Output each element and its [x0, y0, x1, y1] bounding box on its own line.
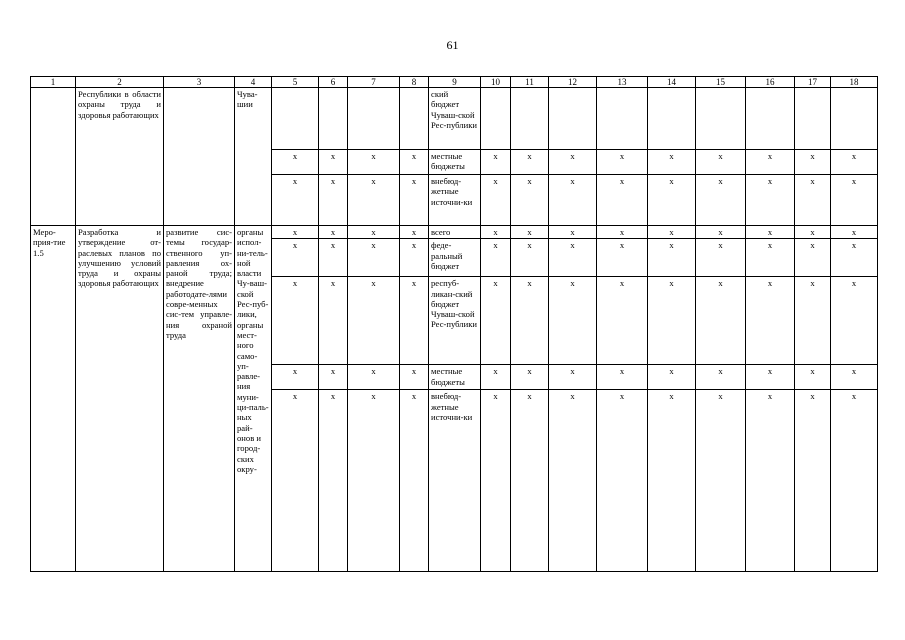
mark-cell: x — [319, 175, 348, 226]
mark-cell: x — [272, 150, 319, 175]
empty-cell — [795, 88, 831, 150]
empty-cell — [319, 88, 348, 150]
mark-cell: x — [746, 277, 795, 365]
mark-cell: x — [597, 226, 648, 239]
source-cell: местные бюджеты — [429, 150, 481, 175]
mark-cell: x — [319, 390, 348, 572]
header-cell: 18 — [831, 77, 878, 88]
mark-cell: x — [481, 277, 511, 365]
mark-cell: x — [831, 239, 878, 277]
empty-cell — [648, 88, 696, 150]
empty-cell — [696, 88, 746, 150]
mark-cell: x — [746, 239, 795, 277]
mark-cell: x — [319, 226, 348, 239]
mark-cell: x — [319, 239, 348, 277]
mark-cell: x — [481, 239, 511, 277]
mark-cell: x — [795, 239, 831, 277]
mark-cell: x — [511, 277, 549, 365]
mark-cell: x — [831, 150, 878, 175]
mark-cell: x — [746, 226, 795, 239]
mark-cell: x — [272, 277, 319, 365]
empty-cell — [481, 88, 511, 150]
mark-cell: x — [272, 226, 319, 239]
empty-cell — [597, 88, 648, 150]
mark-cell: x — [549, 365, 597, 390]
mark-cell: x — [696, 277, 746, 365]
plan-table — [30, 76, 878, 572]
mark-cell: x — [272, 365, 319, 390]
header-cell: 10 — [481, 77, 511, 88]
mark-cell: x — [481, 150, 511, 175]
empty-cell — [348, 88, 400, 150]
mark-cell: x — [348, 226, 400, 239]
mark-cell: x — [597, 175, 648, 226]
measure-cell — [31, 88, 76, 226]
mark-cell: x — [648, 175, 696, 226]
header-cell: 12 — [549, 77, 597, 88]
mark-cell: x — [696, 365, 746, 390]
mark-cell: x — [348, 150, 400, 175]
mark-cell: x — [272, 390, 319, 572]
header-cell: 11 — [511, 77, 549, 88]
header-cell: 5 — [272, 77, 319, 88]
header-cell: 7 — [348, 77, 400, 88]
mark-cell: x — [831, 175, 878, 226]
mark-cell: x — [597, 150, 648, 175]
mark-cell: x — [549, 239, 597, 277]
mark-cell: x — [597, 239, 648, 277]
mark-cell: x — [746, 175, 795, 226]
header-cell: 2 — [76, 77, 164, 88]
mark-cell: x — [696, 226, 746, 239]
mark-cell: x — [831, 277, 878, 365]
mark-cell: x — [272, 175, 319, 226]
header-cell: 15 — [696, 77, 746, 88]
empty-cell — [511, 88, 549, 150]
page-number: 61 — [446, 38, 459, 52]
mark-cell: x — [795, 175, 831, 226]
mark-cell: x — [511, 365, 549, 390]
mark-cell: x — [348, 365, 400, 390]
mark-cell: x — [319, 150, 348, 175]
table-row — [31, 88, 878, 150]
mark-cell: x — [795, 226, 831, 239]
mark-cell: x — [400, 226, 429, 239]
mark-cell: x — [549, 277, 597, 365]
measure-result: развитие сис-темы государ-ственного уп-равления ох-раной труда; внедрение работодате-лями совре-менных сис-тем управле-ния охраной труда — [164, 226, 235, 572]
mark-cell: x — [511, 390, 549, 572]
header-row — [31, 77, 878, 88]
mark-cell: x — [511, 175, 549, 226]
mark-cell: x — [696, 390, 746, 572]
mark-cell: x — [400, 239, 429, 277]
mark-cell: x — [831, 226, 878, 239]
header-cell: 1 — [31, 77, 76, 88]
mark-cell: x — [648, 226, 696, 239]
mark-cell: x — [348, 390, 400, 572]
mark-cell: x — [511, 239, 549, 277]
mark-cell: x — [549, 390, 597, 572]
measure-block — [31, 226, 878, 572]
empty-cell — [400, 88, 429, 150]
header-cell: 16 — [746, 77, 795, 88]
mark-cell: x — [549, 150, 597, 175]
measure-title: Разработка и утверждение от-раслевых планов по улучшению условий труда и охраны здоровья работающих — [76, 226, 164, 572]
source-cell: всего — [429, 226, 481, 239]
mark-cell: x — [648, 390, 696, 572]
mark-cell: x — [400, 390, 429, 572]
mark-cell: x — [795, 277, 831, 365]
mark-cell: x — [648, 150, 696, 175]
empty-cell — [831, 88, 878, 150]
mark-cell: x — [696, 150, 746, 175]
mark-cell: x — [319, 365, 348, 390]
table-row — [31, 226, 878, 239]
empty-cell — [549, 88, 597, 150]
mark-cell: x — [400, 365, 429, 390]
mark-cell: x — [648, 365, 696, 390]
empty-cell — [746, 88, 795, 150]
header-cell: 9 — [429, 77, 481, 88]
mark-cell: x — [511, 226, 549, 239]
mark-cell: x — [696, 239, 746, 277]
source-cell: внебюд-жетные источни-ки — [429, 175, 481, 226]
mark-cell: x — [831, 365, 878, 390]
mark-cell: x — [795, 365, 831, 390]
mark-cell: x — [511, 150, 549, 175]
mark-cell: x — [597, 390, 648, 572]
measure-executor: органы испол-ни-тель-ной власти Чу-ваш-ской Рес-пуб-лики, органы мест-ного само-уп-равле-ния муни-ци-паль-ных рай-онов и город-ских окру- — [235, 226, 272, 572]
mark-cell: x — [795, 150, 831, 175]
header-cell: 13 — [597, 77, 648, 88]
empty-cell — [272, 88, 319, 150]
mark-cell: x — [481, 226, 511, 239]
mark-cell: x — [648, 239, 696, 277]
mark-cell: x — [549, 226, 597, 239]
mark-cell: x — [348, 239, 400, 277]
header-cell: 6 — [319, 77, 348, 88]
mark-cell: x — [746, 390, 795, 572]
source-cell: респуб-ликан-ский бюджет Чуваш-ской Рес-публики — [429, 277, 481, 365]
header-cell: 3 — [164, 77, 235, 88]
source-cell: внебюд-жетные источни-ки — [429, 390, 481, 572]
mark-cell: x — [348, 277, 400, 365]
mark-cell: x — [549, 175, 597, 226]
header-cell: 14 — [648, 77, 696, 88]
mark-cell: x — [400, 277, 429, 365]
continued-title: Республики в области охраны труда и здоровья работающих — [76, 88, 164, 226]
mark-cell: x — [696, 175, 746, 226]
header-cell: 4 — [235, 77, 272, 88]
mark-cell: x — [831, 390, 878, 572]
mark-cell: x — [481, 365, 511, 390]
header-cell: 17 — [795, 77, 831, 88]
mark-cell: x — [400, 175, 429, 226]
mark-cell: x — [597, 365, 648, 390]
source-cell: местные бюджеты — [429, 365, 481, 390]
mark-cell: x — [746, 365, 795, 390]
mark-cell: x — [348, 175, 400, 226]
mark-cell: x — [272, 239, 319, 277]
mark-cell: x — [795, 390, 831, 572]
mark-cell: x — [319, 277, 348, 365]
mark-cell: x — [597, 277, 648, 365]
source-cell: ский бюджет Чуваш-ской Рес-публики — [429, 88, 481, 150]
measure-number: Меро-прия-тие 1.5 — [31, 226, 76, 572]
header-cell: 8 — [400, 77, 429, 88]
mark-cell: x — [648, 277, 696, 365]
result-cell — [164, 88, 235, 226]
mark-cell: x — [481, 175, 511, 226]
mark-cell: x — [481, 390, 511, 572]
mark-cell: x — [400, 150, 429, 175]
continued-block — [31, 88, 878, 226]
executor-cell: Чува-шии — [235, 88, 272, 226]
mark-cell: x — [746, 150, 795, 175]
source-cell: феде-ральный бюджет — [429, 239, 481, 277]
